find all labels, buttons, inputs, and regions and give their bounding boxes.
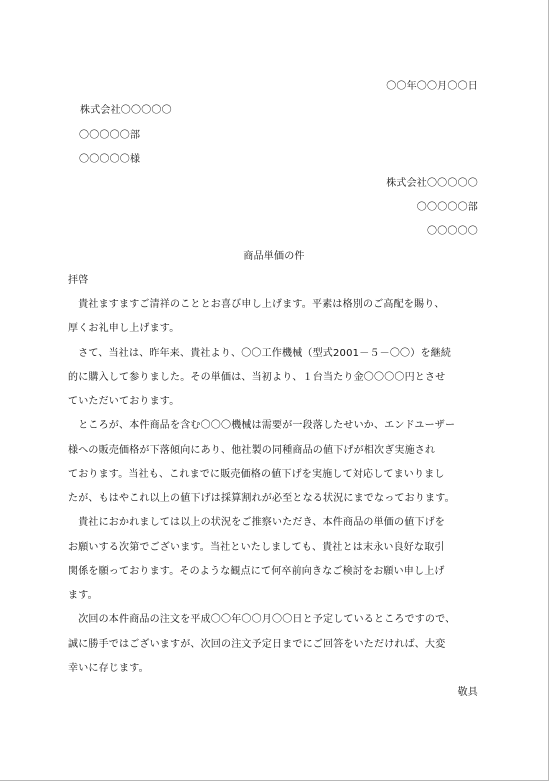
recipient-person: 〇〇〇〇〇様 xyxy=(79,154,141,165)
body-line: 様への販売価格が下落傾向にあり、他社製の同種商品の値下げが相次ぎ実施され xyxy=(68,445,436,456)
sender-company: 株式会社〇〇〇〇〇 xyxy=(386,178,478,189)
body-line: 幸いに存じます。 xyxy=(68,663,149,674)
body-line: 厚くお礼申し上げます。 xyxy=(68,323,180,334)
body-line: 貴社ますますご清祥のこととお喜び申し上げます。平素は格別のご高配を賜り、 xyxy=(68,299,445,310)
subject-title: 商品単価の件 xyxy=(243,251,305,262)
body-line: 的に購入して参りました。その単価は、当初より、１台当たり金〇〇〇〇円とさせ xyxy=(68,372,446,383)
body-line: ます。 xyxy=(68,590,98,601)
sender-department: 〇〇〇〇〇部 xyxy=(416,202,478,213)
body-line: 貴社におかれましては以上の状況をご推察いただき、本件商品の単価の値下げを xyxy=(68,517,445,528)
body-line: ております。当社も、これまでに販売価格の値下げを実施して対応してまいりまし xyxy=(68,469,445,480)
recipient-department: 〇〇〇〇〇部 xyxy=(79,130,141,141)
closing-phrase: 敬具 xyxy=(457,687,478,698)
letter-date: 〇〇年〇〇月〇〇日 xyxy=(386,81,478,92)
body-line: 次回の本件商品の注文を平成〇〇年〇〇月〇〇日と予定しているところですので、 xyxy=(68,614,456,625)
body-line: さて、当社は、昨年来、貴社より、〇〇工作機械（型式2001－５－〇〇）を継続 xyxy=(68,348,452,359)
recipient-company: 株式会社〇〇〇〇〇 xyxy=(80,105,172,116)
sender-person: 〇〇〇〇〇 xyxy=(427,226,478,237)
opening-greeting: 拝啓 xyxy=(68,275,89,286)
body-line: 関係を願っております。そのような観点にて何卒前向きなご検討をお願い申し上げ xyxy=(68,566,445,577)
body-line: たが、もはやこれ以上の値下げは採算割れが必至となる状況にまでなっております。 xyxy=(68,493,455,504)
body-line: 誠に勝手ではございますが、次回の注文予定日までにご回答をいただければ、大変 xyxy=(68,639,446,650)
body-line: ところが、本件商品を含む〇〇〇機械は需要が一段落したせいか、エンドユーザー xyxy=(68,420,456,431)
body-line: ていただいております。 xyxy=(68,396,180,407)
body-line: お願いする次第でございます。当社といたしましても、貴社とは末永い良好な取引 xyxy=(68,542,445,553)
